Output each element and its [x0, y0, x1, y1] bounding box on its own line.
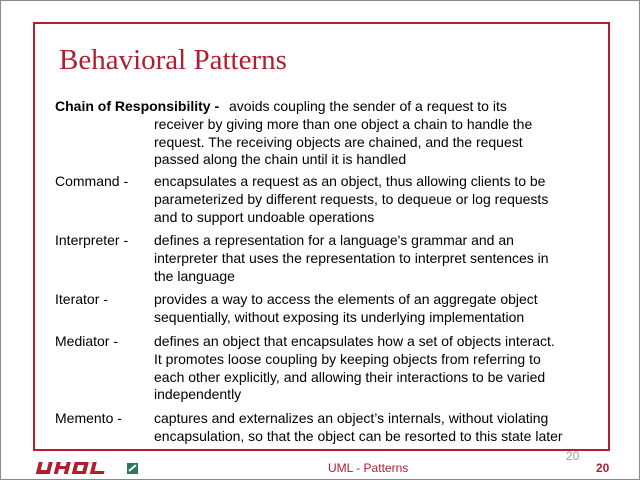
pattern-desc-line: encapsulates a request as an object, thus allowing clients to be [154, 173, 546, 189]
pattern-desc-line: parameterized by different requests, to dequeue or log requests [154, 190, 549, 207]
pattern-desc-line: and to support undoable operations [154, 208, 375, 225]
pattern-desc-line: sequentially, without exposing its underlying implementation [154, 308, 525, 325]
pattern-mediator [55, 333, 600, 404]
pattern-desc-line: receiver by giving more than one object a chain to handle the [154, 115, 533, 132]
pattern-first-line [55, 173, 600, 191]
pattern-desc-line: defines an object that encapsulates how a set of objects interact. [154, 333, 555, 349]
pattern-first-line [55, 333, 600, 351]
pattern-desc-line: passed along the chain until it is handled [154, 151, 407, 168]
pattern-desc-line: request. The receiving objects are chained, and the request [154, 133, 523, 150]
pattern-interpreter [55, 232, 600, 285]
pattern-desc-line: avoids coupling the sender of a request to its [229, 98, 507, 114]
pattern-desc-line: each other explicitly, and allowing their interactions to be varied [154, 368, 546, 385]
pattern-command [55, 173, 600, 226]
pattern-term: Command - [55, 173, 129, 189]
pattern-first-line [55, 291, 600, 309]
pattern-term: Mediator - [55, 333, 119, 349]
pattern-term: Memento - [55, 410, 122, 426]
pattern-desc-line: the language [154, 267, 235, 284]
pattern-desc-line: provides a way to access the elements of an aggregate object [154, 291, 538, 307]
pattern-desc-line: It promotes loose coupling by keeping objects from referring to [154, 350, 541, 367]
pattern-desc-line: independently [154, 386, 242, 403]
pattern-term: Interpreter - [55, 232, 129, 248]
pattern-desc-line: interpreter that uses the representation to interpret sentences in [154, 249, 549, 266]
uhol-logo [33, 460, 138, 476]
pattern-chain-of-responsibility [55, 98, 600, 169]
pattern-first-line [55, 232, 600, 250]
slide-number-ghost: 20 [566, 449, 580, 463]
footer-title: UML - Patterns [328, 461, 409, 475]
uhol-logo-wordmark [33, 461, 115, 475]
pattern-desc-line: defines a representation for a language's grammar and an [154, 232, 514, 248]
pattern-iterator [55, 291, 600, 327]
slide-number: 20 [596, 461, 610, 475]
pattern-first-line [55, 98, 600, 116]
pattern-memento [55, 410, 600, 446]
pattern-desc-line: encapsulation, so that the object can be resorted to this state later [154, 427, 563, 444]
pattern-desc-line: captures and externalizes an object’s internals, without violating [154, 410, 549, 426]
pattern-term: Chain of Responsibility - [55, 98, 220, 114]
slide-title: Behavioral Patterns [59, 44, 287, 76]
uhol-logo-mark-icon [127, 463, 138, 474]
pattern-term: Iterator - [55, 291, 108, 307]
pattern-first-line [55, 410, 600, 428]
